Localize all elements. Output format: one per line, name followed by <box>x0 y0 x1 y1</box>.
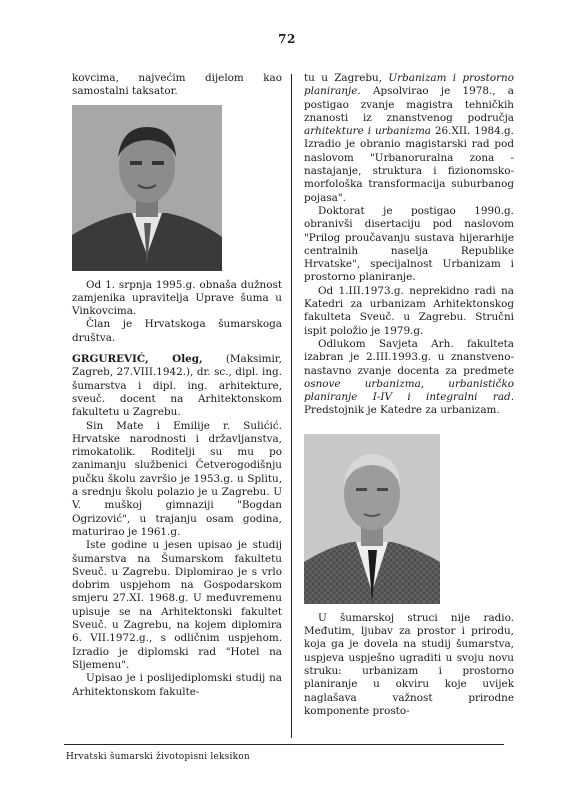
italic-run: arhitekture i urbanizma <box>304 125 431 138</box>
text-run: 26.XII. 1984.g. Izradio je obranio magistarski rad pod naslovom "Urbanoruralna zona - nastajanje, struktura i fizionomsko-morfološka transformacija suburbanog pojasa". <box>304 125 514 204</box>
paragraph-doctorate: Doktorat je postigao 1990.g. obranivši disertaciju pod naslovom "Prilog proučavanju sustava hijerarhije centralnih naselja Republike Hrvatske", specijalnost Urbanizam i prostorno planiranje. <box>304 204 514 284</box>
paragraph-origin-education: Sin Mate i Emilije r. Sulićić. Hrvatske narodnosti i državljanstva, rimokatolik. Roditelji su mu po zanimanju službenici Četverogodišnju pučku školu završio je 1953.g. u Splitu, a srednju školu polazio je u Zagrebu. U V. muškoj gimnaziji "Bogdan Ogrizović", u trajanju osam godina, maturirao je 1961.g. <box>72 419 282 538</box>
entry-summary: (Maksimir, Zagreb, 27.VIII.1942.), dr. sc., dipl. ing. šumarstva i dipl. ing. arhitekture, sveuč. docent na Arhitektonskom fakultetu u Zagrebu. <box>72 353 282 419</box>
paragraph-intro: kovcima, najvećim dijelom kao samostalni taksator. <box>72 72 282 98</box>
entry-name: GRGUREVIĆ, Oleg, <box>72 353 203 366</box>
paragraph-postgraduate: Upisao je i poslijediplomski studij na Arhitektonskom fakulte- <box>72 672 282 698</box>
text-run: Odlukom Savjeta Arh. fakulteta izabran je 2.III.1993.g. u znanstveno-nastavno zvanje docenta za predmete <box>304 337 514 377</box>
page-number: 72 <box>278 32 296 46</box>
footer-rule <box>64 744 504 745</box>
italic-run: osnove urbanizma, urbanističko planiranje I-IV i integralni rad <box>304 377 514 404</box>
left-column <box>72 72 282 699</box>
paragraph-membership: Član je Hrvatskoga šumarskoga društva. <box>72 318 282 344</box>
portrait-photo-previous-entry <box>72 105 222 271</box>
column-divider <box>291 74 292 738</box>
portrait-photo-grgurevic <box>304 434 440 604</box>
paragraph-masters <box>304 72 514 205</box>
paragraph-studies: Iste godine u jesen upisao je studij šumarstva na Šumarskom fakultetu Sveuč. u Zagrebu. Diplomirao je s vrlo dobrim uspjehom na Gospodarskom smjeru 27.XI. 1968.g. U međuvremenu upisuje se na Arhitektonski fakultet Sveuč. u Zagrebu, na kojem diplomira 6. VII.1972.g., s odličnim uspjehom. Izradio je diplomski rad "Hotel na Sljemenu". <box>72 539 282 671</box>
paragraph-employment: Od 1.III.1973.g. neprekidno radi na Katedri za urbanizam Arhitektonskog fakulteta Sveuč. u Zagrebu. Stručni ispit položio je 1979.g. <box>304 284 514 337</box>
text-run: . Apsolvirao je 1978., a postigao zvanje magistra tehničkih znanosti iz znanstvenog područja <box>304 85 514 124</box>
text-run: . Predstojnik je Katedre za urbanizam. <box>304 391 514 417</box>
text-run: tu u Zagrebu, <box>304 72 389 84</box>
italic-run: Urbanizam i prostorno planiranje <box>304 72 515 98</box>
paragraph-position: Od 1. srpnja 1995.g. obnaša dužnost zamjenika upravitelja Uprave šuma u Vinkovcima. <box>72 278 282 318</box>
footer-title: Hrvatski šumarski životopisni leksikon <box>66 752 250 762</box>
paragraph-forestry-interest: U šumarskoj struci nije radio. Međutim, ljubav za prostor i prirodu, koja ga je dovela na studij šumarstva, uspjeva uspješno ugraditi u svoju novu struku: urbanizam i prostorno planiranje u okviru koje uvijek naglašava važnost prirodne komponente prosto- <box>304 611 514 717</box>
right-column <box>304 72 514 718</box>
entry-heading <box>72 353 282 419</box>
paragraph-appointment <box>304 338 514 418</box>
